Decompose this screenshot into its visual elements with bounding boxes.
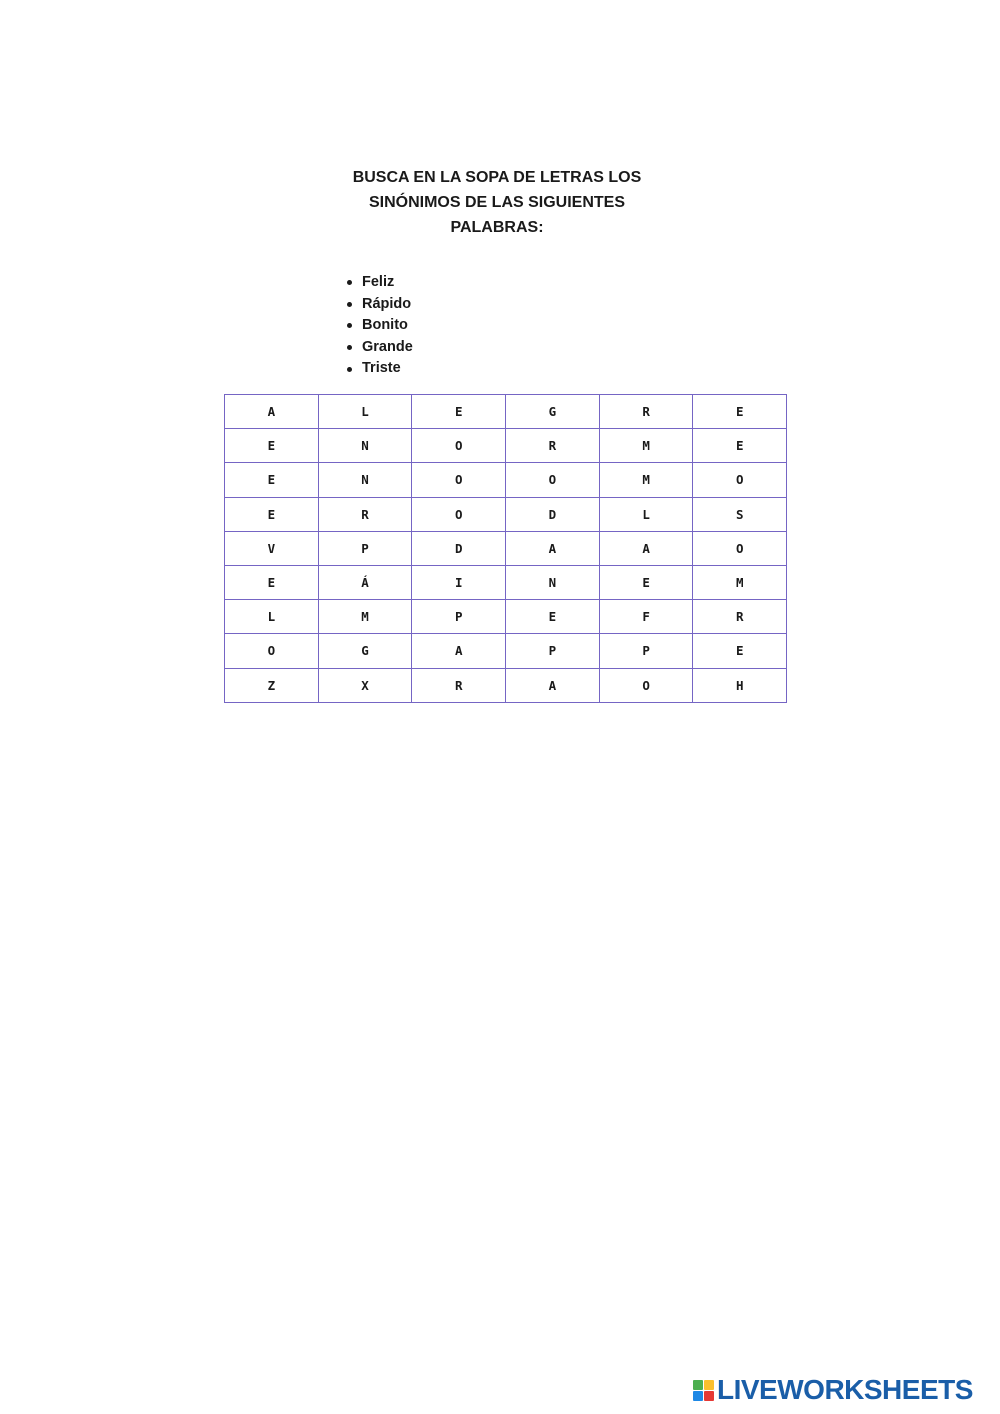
grid-cell: O bbox=[506, 463, 600, 497]
grid-cell: A bbox=[599, 531, 693, 565]
word-label: Feliz bbox=[362, 274, 395, 290]
grid-cell: X bbox=[318, 668, 412, 702]
grid-cell: G bbox=[506, 395, 600, 429]
grid-cell: O bbox=[412, 429, 506, 463]
grid-cell: E bbox=[412, 395, 506, 429]
grid-cell: D bbox=[412, 531, 506, 565]
grid-cell: E bbox=[225, 565, 319, 599]
word-label: Rápido bbox=[362, 295, 412, 312]
grid-cell: E bbox=[225, 497, 319, 531]
list-item bbox=[344, 294, 413, 316]
grid-cell: M bbox=[599, 429, 693, 463]
bullet-icon bbox=[347, 367, 352, 372]
grid-cell: O bbox=[412, 497, 506, 531]
logo-square bbox=[693, 1380, 703, 1390]
bullet-icon bbox=[347, 302, 352, 307]
word-label: Bonito bbox=[362, 317, 408, 334]
grid-cell: O bbox=[412, 463, 506, 497]
grid-cell: E bbox=[693, 634, 787, 668]
list-item bbox=[344, 315, 413, 337]
word-label: Grande bbox=[362, 338, 413, 355]
grid-cell: N bbox=[318, 429, 412, 463]
grid-cell: I bbox=[412, 565, 506, 599]
grid-cell: G bbox=[318, 634, 412, 668]
bullet-icon bbox=[347, 323, 352, 328]
bullet-icon bbox=[347, 280, 352, 285]
grid-cell: E bbox=[599, 565, 693, 599]
word-search-grid bbox=[224, 394, 787, 703]
grid-cell: A bbox=[225, 395, 319, 429]
grid-row bbox=[225, 565, 787, 599]
grid-cell: A bbox=[506, 531, 600, 565]
grid-cell: E bbox=[225, 429, 319, 463]
grid-cell: P bbox=[412, 600, 506, 634]
grid-cell: O bbox=[693, 531, 787, 565]
grid-cell: N bbox=[506, 565, 600, 599]
grid-cell: E bbox=[693, 429, 787, 463]
grid-cell: M bbox=[693, 565, 787, 599]
grid-row bbox=[225, 497, 787, 531]
grid-cell: E bbox=[225, 463, 319, 497]
grid-cell: E bbox=[693, 395, 787, 429]
list-item bbox=[344, 337, 413, 359]
grid-cell: R bbox=[693, 600, 787, 634]
grid-cell: V bbox=[225, 531, 319, 565]
grid-cell: L bbox=[318, 395, 412, 429]
title-line-1: BUSCA EN LA SOPA DE LETRAS LOS bbox=[352, 169, 642, 186]
grid-cell: A bbox=[412, 634, 506, 668]
grid-cell: R bbox=[318, 497, 412, 531]
grid-cell: H bbox=[693, 668, 787, 702]
logo-square bbox=[704, 1380, 714, 1390]
grid-cell: R bbox=[506, 429, 600, 463]
list-item bbox=[344, 272, 413, 294]
word-label: Triste bbox=[362, 360, 401, 377]
grid-row bbox=[225, 395, 787, 429]
grid-cell: L bbox=[225, 600, 319, 634]
liveworksheets-logo-icon bbox=[693, 1380, 714, 1401]
grid-cell: M bbox=[318, 600, 412, 634]
grid-cell: E bbox=[506, 600, 600, 634]
title-line-3: PALABRAS: bbox=[450, 219, 544, 236]
grid-cell: P bbox=[599, 634, 693, 668]
grid-row bbox=[225, 600, 787, 634]
grid-cell: Z bbox=[225, 668, 319, 702]
grid-row bbox=[225, 668, 787, 702]
grid-cell: L bbox=[599, 497, 693, 531]
title-line-2: SINÓNIMOS DE LAS SIGUIENTES bbox=[368, 194, 626, 211]
grid-cell: N bbox=[318, 463, 412, 497]
grid-cell: F bbox=[599, 600, 693, 634]
grid-row bbox=[225, 429, 787, 463]
list-item bbox=[344, 358, 413, 380]
bullet-icon bbox=[347, 345, 352, 350]
logo-square bbox=[693, 1391, 703, 1401]
grid-row bbox=[225, 463, 787, 497]
grid-cell: P bbox=[318, 531, 412, 565]
grid-cell: M bbox=[599, 463, 693, 497]
grid-cell: P bbox=[506, 634, 600, 668]
grid-row bbox=[225, 634, 787, 668]
worksheet-title bbox=[347, 165, 647, 240]
grid-cell: O bbox=[693, 463, 787, 497]
grid-cell: Á bbox=[318, 565, 412, 599]
grid-cell: S bbox=[693, 497, 787, 531]
grid-cell: D bbox=[506, 497, 600, 531]
grid-cell: O bbox=[599, 668, 693, 702]
grid-cell: O bbox=[225, 634, 319, 668]
liveworksheets-brand bbox=[693, 1375, 973, 1405]
grid-cell: R bbox=[599, 395, 693, 429]
brand-name: LIVEWORKSHEETS bbox=[717, 1374, 973, 1405]
logo-square bbox=[704, 1391, 714, 1401]
grid-cell: R bbox=[412, 668, 506, 702]
grid-row bbox=[225, 531, 787, 565]
word-list bbox=[344, 272, 413, 380]
grid-cell: A bbox=[506, 668, 600, 702]
